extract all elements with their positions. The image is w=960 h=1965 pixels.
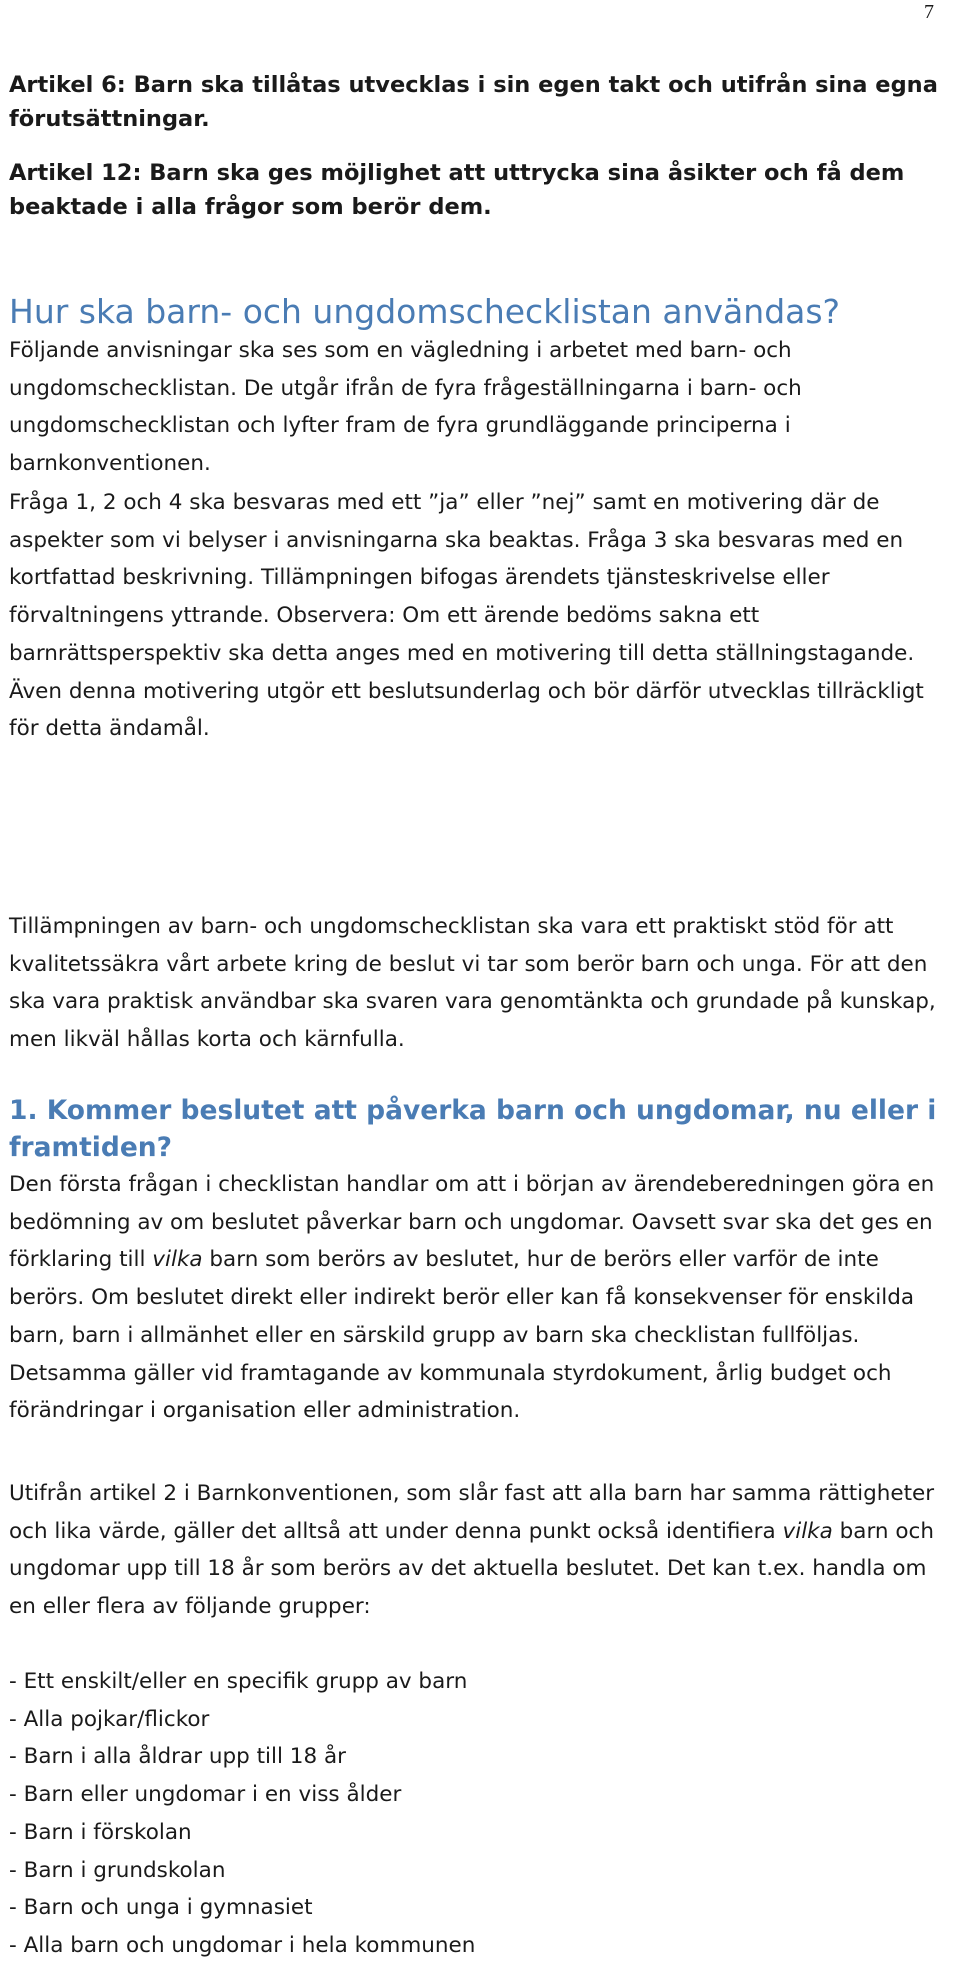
list-item: - Barn eller ungdomar i en viss ålder <box>9 1782 402 1808</box>
list-item: - Ett enskilt/eller en specifik grupp av barn <box>9 1669 468 1694</box>
q1-p2-emphasis: vilka <box>782 1518 833 1544</box>
list-item: - Alla pojkar/flickor <box>9 1706 210 1732</box>
article-6 <box>9 68 959 136</box>
article-6-text: Artikel 6: Barn ska tillåtas utvecklas i sin egen takt och utifrån sina egna förutsättningar. <box>9 72 938 132</box>
q1-p2-text-a: Utifrån artikel 2 i Barnkonventionen, som slår fast att alla barn har samma rättigheter och lika värde, gäller det alltså att under denna punkt också identifiera <box>9 1481 935 1544</box>
list-item: - Barn i förskolan <box>9 1819 192 1845</box>
question-1-paragraph-2 <box>9 1475 959 1626</box>
q1-p2-text-b: barn och ungdomar upp till 18 år som berörs av det aktuella beslutet. Det kan t.ex. handla om en eller flera av följande grupper: <box>9 1518 934 1620</box>
question-1-paragraph-1 <box>9 1166 959 1430</box>
question-1-paragraph-2-block <box>9 1475 959 1626</box>
list-item: - Alla barn och ungdomar i hela kommunen <box>9 1932 476 1958</box>
usage-paragraph-1: Följande anvisningar ska ses som en vägledning i arbetet med barn- och ungdomschecklistan. De utgår ifrån de fyra frågeställningarna i barn- och ungdomschecklistan och lyfter fram de fyra grundläggande principerna i barnkonventionen. <box>9 338 802 477</box>
list-item: - Barn i alla åldrar upp till 18 år <box>9 1744 347 1770</box>
list-item: - Barn i grundskolan <box>9 1857 226 1883</box>
usage-paragraph-3-block <box>9 908 959 1059</box>
article-12-text: Artikel 12: Barn ska ges möjlighet att uttrycka sina åsikter och få dem beaktade i alla frågor som berör dem. <box>9 160 905 220</box>
usage-heading: Hur ska barn- och ungdomschecklistan användas? <box>9 292 841 331</box>
question-1-heading: 1. Kommer beslutet att påverka barn och ungdomar, nu eller i framtiden? <box>9 1095 937 1163</box>
usage-paragraph-2: Fråga 1, 2 och 4 ska besvaras med ett ”ja” eller ”nej” samt en motivering där de aspekter som vi belyser i anvisningarna ska beaktas. Fråga 3 ska besvaras med en kortfattad beskrivning. Tillämpningen bifogas ärendets tjänsteskrivelse eller förvaltningens yttrande. Observera: Om ett ärende bedöms sakna ett barnrättsperspektiv ska detta anges med en motivering till detta ställningstagande. Även denna motivering utgör ett beslutsunderlag och bör därför utvecklas tillräckligt för detta ändamål. <box>9 490 924 742</box>
q1-p1-text-b: barn som berörs av beslutet, hur de berörs eller varför de inte berörs. Om beslutet direkt eller indirekt berör eller kan få konsekvenser för enskilda barn, barn i allmänhet eller en särskild grupp av barn ska checklistan fullföljas. Detsamma gäller vid framtagande av kommunala styrdokument, årlig budget och förändringar i organisation eller administration. <box>9 1247 915 1424</box>
groups-list <box>9 1663 959 1965</box>
q1-p1-text-a: Den första frågan i checklistan handlar om att i början av ärendeberedningen göra en bedömning av om beslutet påverkar barn och ungdomar. Oavsett svar ska det ges en förklaring till <box>9 1172 935 1273</box>
usage-paragraph-3: Tillämpningen av barn- och ungdomschecklistan ska vara ett praktiskt stöd för att kvalitetssäkra vårt arbete kring de beslut vi tar som berör barn och unga. För att den ska vara praktisk användbar ska svaren vara genomtänkta och grundade på kunskap, men likväl hållas korta och kärnfulla. <box>9 914 936 1053</box>
page-number: 7 <box>924 1 934 23</box>
q1-p1-emphasis: vilka <box>152 1247 203 1273</box>
question-1-section <box>9 1092 959 1430</box>
usage-section <box>9 292 959 483</box>
list-item: - Barn och unga i gymnasiet <box>9 1895 313 1921</box>
usage-paragraph-2-block <box>9 484 959 748</box>
article-12 <box>9 156 959 224</box>
groups-list-block <box>9 1663 959 1965</box>
